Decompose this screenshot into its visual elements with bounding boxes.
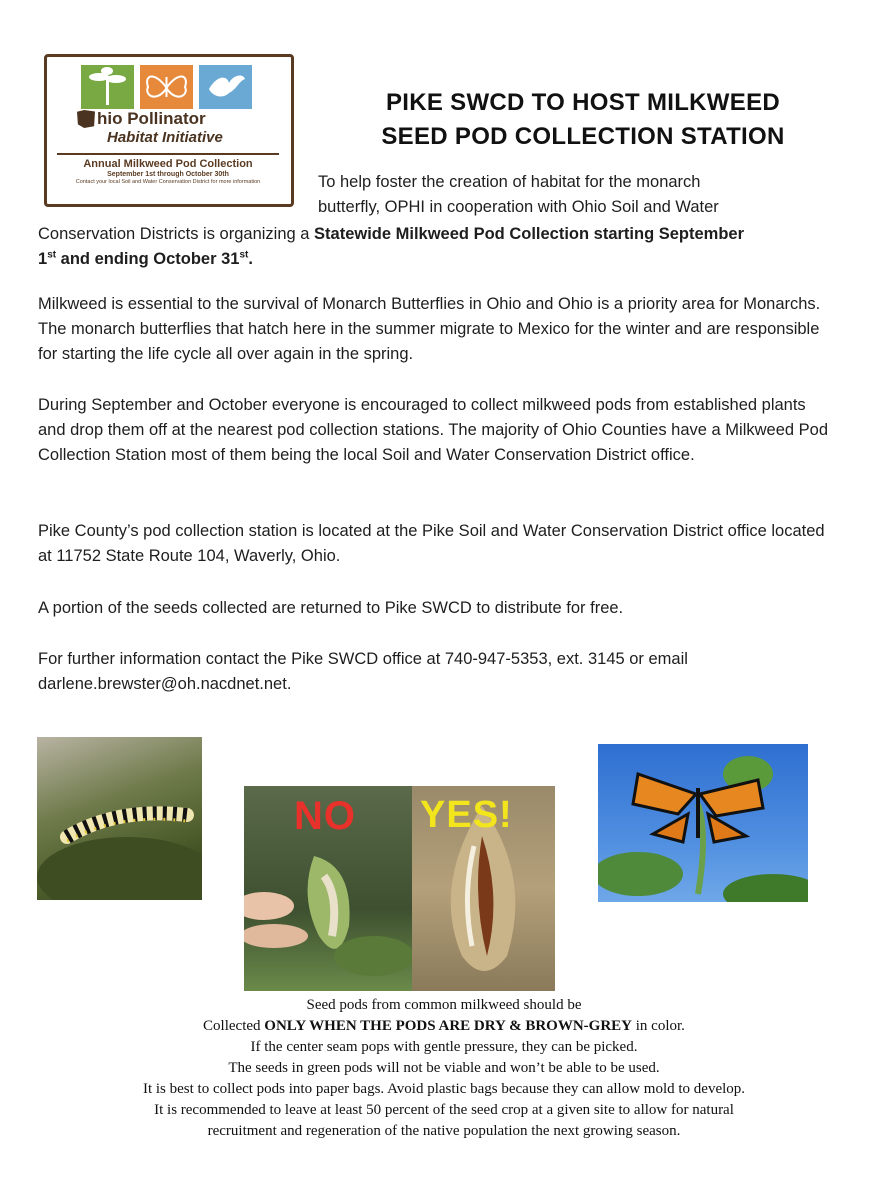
ohio-state-icon (77, 110, 95, 128)
caption-line-4: The seeds in green pods will not be viable and won’t be able to be used. (228, 1060, 660, 1076)
caption-line-2-emphasis: ONLY WHEN THE PODS ARE DRY & BROWN-GREY (264, 1018, 633, 1034)
headline-line-1: PIKE SWCD TO HOST MILKWEED (385, 89, 781, 116)
intro-paragraph-start (318, 170, 838, 220)
no-label: NO (294, 794, 356, 838)
caption-line-1: Seed pods from common milkweed should be (306, 997, 582, 1013)
logo-dates: September 1st through October 30th (107, 171, 229, 178)
intro-line-4 (38, 247, 858, 272)
end-date-text: and ending October 31 (56, 250, 240, 268)
bird-icon (199, 65, 252, 109)
logo-tiles (81, 65, 252, 109)
caterpillar-photo (37, 737, 202, 900)
ohio-pollinator-logo (44, 54, 294, 207)
monarch-butterfly-photo (598, 744, 808, 902)
headline (318, 86, 848, 154)
logo-collection-box (57, 153, 279, 199)
caption-line-3: If the center seam pops with gentle pressure, they can be picked. (250, 1039, 638, 1055)
butterfly-icon (140, 65, 193, 109)
start-day: 1 (38, 250, 48, 268)
plant-icon (81, 65, 134, 109)
logo-contact: Contact your local Soil and Water Conservation District for more information (75, 179, 261, 185)
start-day-suffix: st (47, 249, 57, 261)
paragraph-monarch-importance: Milkweed is essential to the survival of Monarch Butterflies in Ohio and Ohio is a priority area for Monarchs. The monarch butterflies that hatch here in the summer migrate to Mexico for the winter and are responsible for starting the life cycle all over again in the spring. (38, 295, 821, 363)
caption-line-7: recruitment and regeneration of the native population the next growing season. (207, 1123, 681, 1139)
paragraph-contact: For further information contact the Pike SWCD office at 740-947-5353, ext. 3145 or email darlene.brewster@oh.nacdnet.net. (38, 650, 688, 693)
intro-line-3-text: Conservation Districts is organizing a (38, 225, 315, 243)
intro-line-3 (38, 222, 858, 247)
caption-line-2-start: Collected (203, 1018, 265, 1034)
caption-line-2 (40, 1016, 848, 1037)
collection-caption (40, 995, 848, 1142)
intro-line-1: To help foster the creation of habitat for the monarch (318, 173, 701, 191)
paragraph-pike-station: Pike County’s pod collection station is located at the Pike Soil and Water Conservation District office located at 11752 State Route 104, Waverly, Ohio. (38, 522, 825, 565)
yes-label: YES! (420, 794, 513, 836)
headline-line-2: SEED POD COLLECTION STATION (381, 123, 785, 150)
milkweed-pods-photo (244, 786, 555, 991)
caption-line-5: It is best to collect pods into paper bags. Avoid plastic bags because they can allow mold to develop. (142, 1081, 746, 1097)
intro-paragraph-end (38, 222, 858, 272)
logo-subtitle: Habitat Initiative (107, 129, 223, 146)
end-day-suffix: st (239, 249, 249, 261)
paragraph-seed-distribution: A portion of the seeds collected are returned to Pike SWCD to distribute for free. (38, 599, 624, 617)
intro-line-2: butterfly, OPHI in cooperation with Ohio Soil and Water (318, 198, 719, 216)
intro-line-3-bold: Statewide Milkweed Pod Collection starting September (314, 225, 745, 243)
logo-collection-title: Annual Milkweed Pod Collection (83, 158, 253, 170)
caption-line-6: It is recommended to leave at least 50 percent of the seed crop at a given site to allow for natural (154, 1102, 734, 1118)
logo-name: hio Pollinator (97, 109, 206, 128)
caption-line-2-end: in color. (632, 1018, 685, 1034)
intro-period: . (248, 250, 253, 268)
paragraph-collection-instructions: During September and October everyone is encouraged to collect milkweed pods from established plants and drop them off at the nearest pod collection stations. The majority of Ohio Counties have a Milkweed Pod Collection Station most of them being the local Soil and Water Conservation District office. (38, 396, 829, 464)
